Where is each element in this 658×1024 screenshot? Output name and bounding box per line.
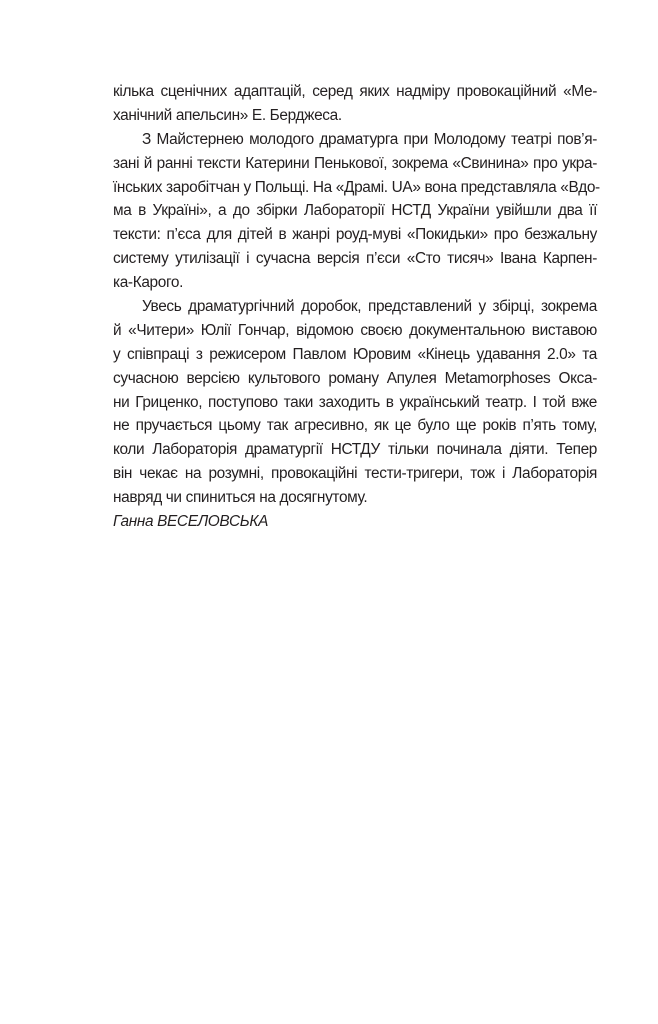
text-line: ма в Україні», а до збірки Лабораторії НСТД України увійшли два її (113, 202, 597, 220)
text-line: зані й ранні тексти Катерини Пенькової, зокрема «Свинина» про укра- (113, 154, 597, 172)
text-line: їнських заробітчан у Польщі. На «Драмі. UA» вона представляла «Вдо- (113, 178, 600, 196)
text-line: тексти: п’єса для дітей в жанрі роуд-муві «Покидьки» про безжальну (113, 226, 597, 244)
text-line: не пручається цьому так агресивно, як це було ще років п’ять тому, (113, 417, 597, 435)
article-text (113, 80, 600, 510)
paragraph-3 (113, 295, 597, 510)
text-line: сучасною версією культового роману Апулея Metamorphoses Окса- (113, 369, 597, 387)
text-line: ка-Карого. (113, 274, 184, 292)
text-line: кілька сценічних адаптацій, серед яких надміру провокаційний «Ме- (113, 83, 597, 100)
paragraph-2 (113, 128, 600, 295)
text-line: систему утилізації і сучасна версія п’єси «Сто тисяч» Івана Карпен- (113, 250, 597, 268)
text-line: ханічний апельсин» Е. Берджеса. (113, 106, 342, 124)
text-line: у співпраці з режисером Павлом Юровим «Кінець удавання 2.0» та (113, 345, 597, 363)
text-line: й «Читери» Юлії Гончар, відомою своєю документальною виставою (113, 321, 597, 339)
text-line: коли Лабораторія драматургії НСТДУ тільки починала діяти. Тепер (113, 441, 597, 459)
text-line: Увесь драматургічний доробок, представлений у збірці, зокрема (142, 298, 597, 316)
text-line: навряд чи спиниться на досягнутому. (113, 489, 368, 507)
text-line: З Майстернею молодого драматурга при Молодому театрі пов’я- (142, 130, 597, 148)
paragraph-1 (113, 80, 597, 128)
author-signature: Ганна ВЕСЕЛОВСЬКА (113, 513, 269, 530)
text-line: він чекає на розумні, провокаційні тести-тригери, тож і Лабораторія (113, 465, 597, 483)
text-line: ни Гриценко, поступово таки заходить в український театр. І той вже (113, 393, 597, 411)
